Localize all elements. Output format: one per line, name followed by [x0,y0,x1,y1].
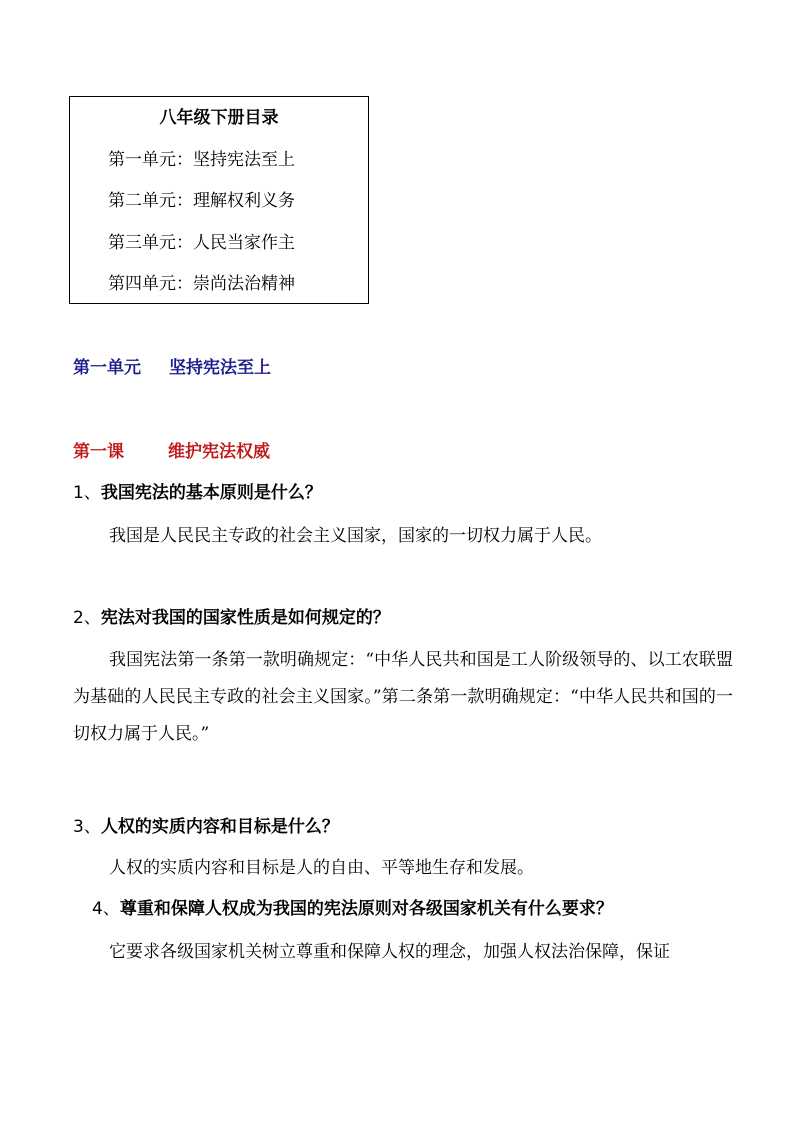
answer-1: 我国是人民民主专政的社会主义国家，国家的一切权力属于人民。 [109,526,602,546]
answer-3: 人权的实质内容和目标是人的自由、平等地生存和发展。 [109,858,534,878]
question-text: 人权的实质内容和目标是什么？ [100,817,339,837]
toc-item-unit-3: 第三单元：人民当家作主 [108,233,295,253]
lesson-label: 第一课 [73,442,124,462]
question-1 [73,480,322,506]
answer-2: 我国宪法第一条第一款明确规定：“中华人民共和国是工人阶级领导的、以工农联盟为基础的人民民主专政的社会主义国家。”第二条第一款明确规定：“中华人民共和国的一切权力属于人民。” [73,650,733,744]
table-of-contents-box [69,96,369,304]
toc-item-unit-4: 第四单元：崇尚法治精神 [108,274,295,294]
question-text: 尊重和保障人权成为我国的宪法原则对各级国家机关有什么要求？ [119,899,613,919]
question-4 [92,896,613,922]
question-number: 3、 [73,817,101,837]
unit-title: 坚持宪法至上 [169,358,271,378]
answer-4: 它要求各级国家机关树立尊重和保障人权的理念，加强人权法治保障，保证 [109,942,670,962]
question-3 [73,814,339,840]
unit-heading [73,355,271,381]
question-number: 1、 [73,483,101,503]
toc-title: 八年级下册目录 [159,108,279,128]
toc-item-unit-2: 第二单元：理解权利义务 [108,191,295,211]
question-text: 宪法对我国的国家性质是如何规定的？ [100,608,390,628]
toc-item-unit-1: 第一单元：坚持宪法至上 [108,150,295,170]
question-2 [73,605,390,631]
question-number: 2、 [73,608,101,628]
question-number: 4、 [92,899,120,919]
lesson-title: 维护宪法权威 [168,442,270,462]
unit-label: 第一单元 [73,358,141,378]
lesson-heading [73,439,270,465]
question-text: 我国宪法的基本原则是什么？ [100,483,322,503]
